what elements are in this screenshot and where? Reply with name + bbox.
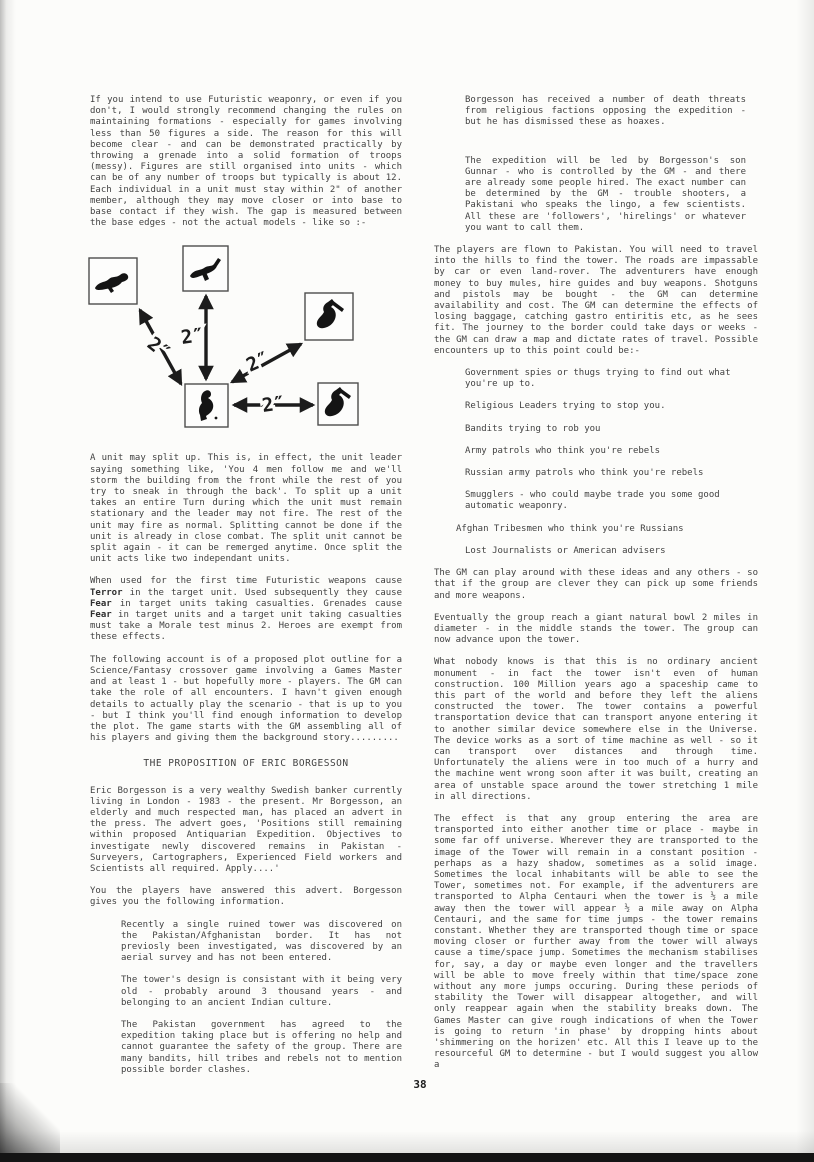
scan-edge-bottom-bar — [0, 1153, 814, 1162]
para-tower-secret: What nobody knows is that this is no ordinary ancient monument - in fact the tower isn't even of human construction. 100 Million years ago a spaceship came to this part of the world and before they left the aliens constructed the tower. The tower contains a powerful transportation device that can transport anyone entering it to another similar device somewhere else in the Universe. The device works as a sort of time machine as well - so it can transport over distances and through time. Unfortunately the aliens were in too much of a hurry and the machine went wrong soon after it was built, creating an area of unstable space around the tower stretching 1 mile in all directions. — [434, 657, 758, 802]
scan-shadow-right — [792, 0, 814, 1162]
para-eric-borgesson: Eric Borgesson is a very wealthy Swedish banker currently living in London - 1983 - the present. Mr Borgesson, an elderly and much respected man, has placed an advert in the press. The advert goes, 'Positions still remaining within proposed Antiquarian Expedition. Objectives to investigate newly discovered remains in Pakistan - Surveyers, Cartographers, Experienced Field workers and Scientists all required. Apply....' — [90, 785, 402, 874]
encounter-item: Government spies or thugs trying to find out what you're up to. — [465, 368, 731, 390]
figure-box-lower-right — [318, 383, 358, 425]
figure-box-center — [185, 384, 228, 427]
encounter-item: Afghan Tribesmen who think you're Russians — [456, 523, 684, 534]
figure-box-top-left — [89, 258, 137, 304]
fear-bold: Fear — [90, 598, 112, 609]
para-terror-fear-text: in target units taking casualties. Grenades cause — [111, 598, 402, 609]
encounter-list — [434, 368, 758, 557]
info-para-pakistan-government: The Pakistan government has agreed to the expedition taking place but is offering no help and cannot guarantee the safety of the group. There are many bandits, hill tribes and rebels not to mention possible border clashes. — [121, 1019, 402, 1075]
para-players-answered: You the players have answered this advert. Borgesson gives you the following information. — [90, 886, 402, 908]
scan-smudge-bottom — [0, 1127, 814, 1153]
encounter-item: Smugglers - who could maybe trade you some good automatic weaponry. — [465, 490, 720, 512]
para-terror-fear-text: in target units and a target unit taking casualties must take a Morale test minus 2. Heroes are exempt from these effects. — [90, 610, 402, 643]
soldier-silhouette — [215, 417, 218, 420]
para-terror-fear-text: When used for the first time Futuristic weapons cause — [90, 576, 402, 587]
info-para-tower-discovered: Recently a single ruined tower was discovered on the Pakistan/Afghanistan border. It has not previosly been investigated, was discovered by an aerial survey and has not been entered. — [121, 919, 402, 964]
para-terror-fear — [90, 576, 402, 643]
para-gm-ideas: The GM can play around with these ideas and any others - so that if the group are clever they can pick up some friends and more weapons. — [434, 568, 758, 601]
para-futuristic-weaponry: If you intend to use Futuristic weaponry, or even if you don't, I would strongly recommend changing the rules on maintaining formations - especially for games involving less than 50 figures a side. The reason for this will become clear - and can be demonstrated practically by throwing a grenade into a solid formation of troops (messy). Figures are still organised into units - which can be of any number of troops but typically is about 12. Each individual in a unit must stay within 2" of another member, although they may move closer or into base to base contact if they wish. The gap is measured between the base edges - not the actual models - like so :- — [90, 95, 402, 229]
para-natural-bowl: Eventually the group reach a giant natural bowl 2 miles in diameter - in the middle stands the tower. The group can now advance upon the tower. — [434, 612, 758, 646]
para-death-threats: Borgesson has received a number of death threats from religious factions opposing the expedition - but he has dismissed these as hoaxes. — [465, 95, 746, 128]
para-expedition-led: The expedition will be led by Borgesson's son Gunnar - who is controlled by the GM - and there are already some people hired. The exact number can be determined by the GM - trouble shooters, a Pakistani who speaks the lingo, a few scientists. All these are 'followers', 'hirelings' or whatever you want to call them. — [465, 155, 746, 233]
encounter-item: Lost Journalists or American advisers — [465, 545, 666, 556]
encounter-item: Russian army patrols who think you're rebels — [465, 468, 704, 479]
figure-box-top-middle — [183, 246, 228, 291]
scan-shadow-left — [0, 0, 16, 1162]
encounter-item: Religious Leaders trying to stop you. — [465, 401, 666, 412]
distance-label: 2″ — [243, 347, 273, 378]
left-column — [90, 95, 402, 1087]
page-number: 38 — [413, 1078, 427, 1091]
encounter-item: Bandits trying to rob you — [465, 423, 601, 434]
figure-box-upper-right — [305, 293, 353, 340]
para-unit-split: A unit may split up. This is, in effect, the unit leader saying something like, 'You 4 men follow me and we'll storm the building from the front while the rest of you try to sneak in through the back'. To split up a unit takes an entire Turn during which the unit must remain stationary and the leader may not fire. The rest of the unit may fire as normal. Splitting cannot be done if the unit is already in close combat. The split unit cannot be split again - it can be remerged anytime. Once split the unit acts like two independant units. — [90, 453, 402, 565]
distance-label: 2″ — [179, 324, 206, 350]
right-column — [434, 95, 758, 1083]
distance-label: 2″ — [142, 333, 175, 365]
unit-spacing-diagram — [78, 240, 398, 446]
section-heading: THE PROPOSITION OF ERIC BORGESSON — [143, 758, 349, 770]
terror-bold: Terror — [90, 587, 123, 598]
para-terror-fear-text: in the target unit. Used subsequently they cause — [122, 587, 402, 598]
info-para-tower-design: The tower's design is consistant with it being very old - probably around 3 thousand years - and belonging to an ancient Indian culture. — [121, 975, 402, 1008]
scan-shadow-bottom-left — [0, 1083, 60, 1153]
distance-label: 2″ — [260, 392, 287, 418]
para-plot-outline: The following account is of a proposed plot outline for a Science/Fantasy crossover game involving a Games Master and at least 1 - but hopefully more - players. The GM can take the role of all encounters. I havn't given enough details to actually play the scenario - that is up to you - but I think you'll find enough information to develop the plot. The game starts with the GM assembling all of his players and giving them the background story......... — [90, 654, 402, 744]
encounter-item: Army patrols who think you're rebels — [465, 445, 661, 456]
para-transport-effect: The effect is that any group entering the area are transported into either another time or place - maybe in some far off universe. Wherever they are transported to the image of the Tower will remain in a constant position - perhaps as a hazy shadow, sometimes as a solid image. Sometimes the local inhabitants will be able to see the Tower, sometimes not. For example, if the adventurers are transported to Alpha Centauri when the tower is ½ a mile away then the tower will appear ½ a mile away on Alpha Centauri, and the same for time jumps - the tower remains constant. Whether they are transported though time or space moving closer or further away from the tower will always cause a time/space jump. Sometimes the mechanism stabilises for, say, a day or maybe even longer and the travellers will be able to move freely within that time/space zone without any more jumps occuring. During these periods of stability the Tower will disappear altogether, and will only reappear again when the stability breaks down. The Games Master can give rough indications of when the Tower is going to return 'in phase' by dropping hints about 'shimmering on the horizen' etc. All this I leave up to the resourceful GM to determine - but I would suggest you allow a — [434, 813, 758, 1071]
para-flown-to-pakistan: The players are flown to Pakistan. You will need to travel into the hills to find the tower. The roads are impassable by car or even land-rover. The adventurers have enough money to buy mules, hire guides and buy weapons. Shotguns and pistols may be bought - the GM can determine availability and cost. The GM can determine the effects of losing baggage, catching gastro entiritis etc, as he sees fit. The journey to the border could take days or weeks - the GM can draw a map and dictate rates of travel. Possible encounters up to this point could be:- — [434, 245, 758, 356]
fear-bold: Fear — [90, 610, 112, 621]
